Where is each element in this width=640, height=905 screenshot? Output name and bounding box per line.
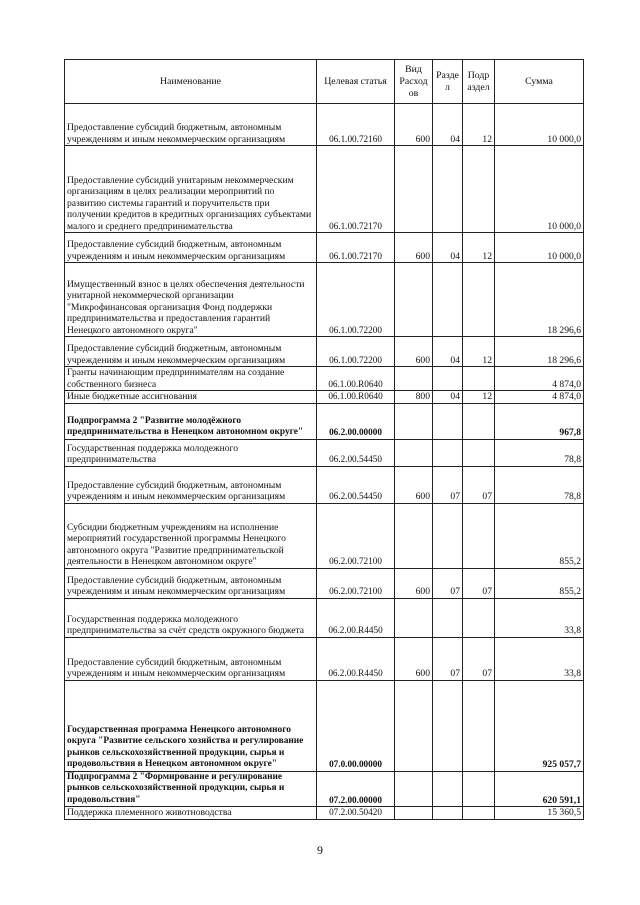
row-target-code: 07.2.00.00000 bbox=[317, 771, 395, 807]
table-row bbox=[65, 337, 584, 367]
table-row bbox=[65, 403, 584, 439]
table-row bbox=[65, 568, 584, 598]
row-target-code: 06.1.00.R0640 bbox=[317, 391, 395, 404]
row-expense-type bbox=[395, 771, 433, 807]
table-row bbox=[65, 771, 584, 807]
row-target-code: 06.2.00.72100 bbox=[317, 568, 395, 598]
row-section bbox=[433, 503, 463, 568]
row-sum: 78,8 bbox=[495, 466, 584, 503]
row-name: Государственная поддержка молодежного предпринимательства bbox=[65, 439, 317, 466]
row-expense-type bbox=[395, 146, 433, 233]
row-sum: 78,8 bbox=[495, 439, 584, 466]
row-name: Субсидии бюджетным учреждениям на исполнение мероприятий государственной программы Ненецкого автономного округа "Развитие предпринимательской деятельности в Ненецком автономном округе" bbox=[65, 503, 317, 568]
row-sum: 33,8 bbox=[495, 598, 584, 637]
row-sum: 10 000,0 bbox=[495, 233, 584, 263]
row-section bbox=[433, 598, 463, 637]
budget-table bbox=[64, 59, 584, 820]
table-row bbox=[65, 680, 584, 771]
row-sum: 4 874,0 bbox=[495, 367, 584, 391]
table-row bbox=[65, 807, 584, 820]
row-target-code: 06.1.00.72170 bbox=[317, 146, 395, 233]
row-target-code: 06.1.00.72200 bbox=[317, 263, 395, 337]
row-name: Предоставление субсидий бюджетным, автономным учреждениям и иным некоммерческим организациям bbox=[65, 337, 317, 367]
row-expense-type: 600 bbox=[395, 568, 433, 598]
row-subsection bbox=[463, 263, 495, 337]
row-section bbox=[433, 263, 463, 337]
row-subsection: 07 bbox=[463, 466, 495, 503]
row-subsection: 07 bbox=[463, 637, 495, 680]
table-row bbox=[65, 466, 584, 503]
row-subsection: 12 bbox=[463, 104, 495, 146]
table-row bbox=[65, 439, 584, 466]
row-sum: 18 296,6 bbox=[495, 337, 584, 367]
row-section bbox=[433, 771, 463, 807]
row-sum: 18 296,6 bbox=[495, 263, 584, 337]
page-number: 9 bbox=[317, 843, 323, 857]
row-name: Подпрограмма 2 "Развитие молодёжного предпринимательства в Ненецком автономном округе" bbox=[65, 403, 317, 439]
row-subsection bbox=[463, 403, 495, 439]
header-sum: Сумма bbox=[495, 60, 584, 104]
header-subsection: Подр аздел bbox=[463, 60, 495, 104]
header-target: Целевая статья bbox=[317, 60, 395, 104]
row-target-code: 06.2.00.R4450 bbox=[317, 598, 395, 637]
row-expense-type bbox=[395, 403, 433, 439]
row-section bbox=[433, 146, 463, 233]
row-name: Предоставление субсидий бюджетным, автономным учреждениям и иным некоммерческим организациям bbox=[65, 466, 317, 503]
row-expense-type: 800 bbox=[395, 391, 433, 404]
row-expense-type: 600 bbox=[395, 233, 433, 263]
row-sum: 15 360,5 bbox=[495, 807, 584, 820]
row-expense-type: 600 bbox=[395, 637, 433, 680]
row-target-code: 06.1.00.R0640 bbox=[317, 367, 395, 391]
row-target-code: 06.2.00.54450 bbox=[317, 439, 395, 466]
row-expense-type bbox=[395, 503, 433, 568]
row-section bbox=[433, 439, 463, 466]
row-expense-type bbox=[395, 263, 433, 337]
row-name: Предоставление субсидий бюджетным, автономным учреждениям и иным некоммерческим организациям bbox=[65, 568, 317, 598]
row-subsection: 12 bbox=[463, 233, 495, 263]
row-name: Государственная поддержка молодежного предпринимательства за счёт средств окружного бюджета bbox=[65, 598, 317, 637]
row-name: Предоставление субсидий бюджетным, автономным учреждениям и иным некоммерческим организациям bbox=[65, 233, 317, 263]
table-row bbox=[65, 104, 584, 146]
row-section bbox=[433, 807, 463, 820]
row-section: 07 bbox=[433, 637, 463, 680]
row-target-code: 06.2.00.54450 bbox=[317, 466, 395, 503]
row-name: Предоставление субсидий унитарным некоммерческим организациям в целях реализации мероприятий по развитию системы гарантий и поручительств при получении кредитов в кредитных организациях субъектами малого и среднего предпринимательства bbox=[65, 146, 317, 233]
table-row bbox=[65, 146, 584, 233]
row-expense-type bbox=[395, 680, 433, 771]
row-sum: 967,8 bbox=[495, 403, 584, 439]
row-section: 04 bbox=[433, 337, 463, 367]
table-row bbox=[65, 367, 584, 391]
row-name: Имущественный взнос в целях обеспечения деятельности унитарной некоммерческой организации "Микрофинансовая организация Фонд поддержки предпринимательства и предоставления гарантий Ненецкого автономного округа" bbox=[65, 263, 317, 337]
row-expense-type: 600 bbox=[395, 466, 433, 503]
row-subsection: 07 bbox=[463, 568, 495, 598]
row-expense-type: 600 bbox=[395, 104, 433, 146]
row-section bbox=[433, 403, 463, 439]
row-expense-type bbox=[395, 807, 433, 820]
table-row bbox=[65, 637, 584, 680]
row-sum: 10 000,0 bbox=[495, 146, 584, 233]
table-row bbox=[65, 233, 584, 263]
row-name: Подпрограмма 2 "Формирование и регулирование рынков сельскохозяйственной продукции, сырья и продовольствия" bbox=[65, 771, 317, 807]
row-expense-type bbox=[395, 598, 433, 637]
row-subsection bbox=[463, 439, 495, 466]
table-body bbox=[65, 104, 584, 820]
header-name: Наименование bbox=[65, 60, 317, 104]
row-name: Государственная программа Ненецкого автономного округа "Развитие сельского хозяйства и регулирование рынков сельскохозяйственной продукции, сырья и продовольствия в Ненецком автономном округе" bbox=[65, 680, 317, 771]
row-subsection bbox=[463, 598, 495, 637]
row-section: 07 bbox=[433, 466, 463, 503]
row-target-code: 06.2.00.72100 bbox=[317, 503, 395, 568]
table-row bbox=[65, 391, 584, 404]
row-sum: 855,2 bbox=[495, 568, 584, 598]
row-sum: 33,8 bbox=[495, 637, 584, 680]
row-sum: 620 591,1 bbox=[495, 771, 584, 807]
row-expense-type bbox=[395, 439, 433, 466]
row-section: 04 bbox=[433, 391, 463, 404]
row-name: Предоставление субсидий бюджетным, автономным учреждениям и иным некоммерческим организациям bbox=[65, 637, 317, 680]
row-target-code: 06.2.00.R4450 bbox=[317, 637, 395, 680]
row-subsection bbox=[463, 503, 495, 568]
row-subsection: 12 bbox=[463, 391, 495, 404]
row-subsection bbox=[463, 807, 495, 820]
row-subsection bbox=[463, 146, 495, 233]
row-section: 07 bbox=[433, 568, 463, 598]
row-subsection bbox=[463, 680, 495, 771]
row-sum: 10 000,0 bbox=[495, 104, 584, 146]
row-target-code: 07.0.00.00000 bbox=[317, 680, 395, 771]
row-target-code: 06.2.00.00000 bbox=[317, 403, 395, 439]
row-target-code: 07.2.00.50420 bbox=[317, 807, 395, 820]
row-sum: 925 057,7 bbox=[495, 680, 584, 771]
row-sum: 855,2 bbox=[495, 503, 584, 568]
row-expense-type bbox=[395, 367, 433, 391]
table-row bbox=[65, 263, 584, 337]
row-section bbox=[433, 680, 463, 771]
row-subsection: 12 bbox=[463, 337, 495, 367]
row-name: Предоставление субсидий бюджетным, автономным учреждениям и иным некоммерческим организациям bbox=[65, 104, 317, 146]
header-section: Разде л bbox=[433, 60, 463, 104]
row-section bbox=[433, 367, 463, 391]
row-expense-type: 600 bbox=[395, 337, 433, 367]
row-sum: 4 874,0 bbox=[495, 391, 584, 404]
row-section: 04 bbox=[433, 104, 463, 146]
row-name: Иные бюджетные ассигнования bbox=[65, 391, 317, 404]
row-name: Поддержка племенного животноводства bbox=[65, 807, 317, 820]
table-row bbox=[65, 598, 584, 637]
header-expense-type: Вид Расход ов bbox=[395, 60, 433, 104]
row-subsection bbox=[463, 367, 495, 391]
row-target-code: 06.1.00.72170 bbox=[317, 233, 395, 263]
table-row bbox=[65, 503, 584, 568]
row-section: 04 bbox=[433, 233, 463, 263]
row-target-code: 06.1.00.72200 bbox=[317, 337, 395, 367]
header-row bbox=[65, 60, 584, 104]
row-name: Гранты начинающим предпринимателям на создание собственного бизнеса bbox=[65, 367, 317, 391]
row-subsection bbox=[463, 771, 495, 807]
row-target-code: 06.1.00.72160 bbox=[317, 104, 395, 146]
